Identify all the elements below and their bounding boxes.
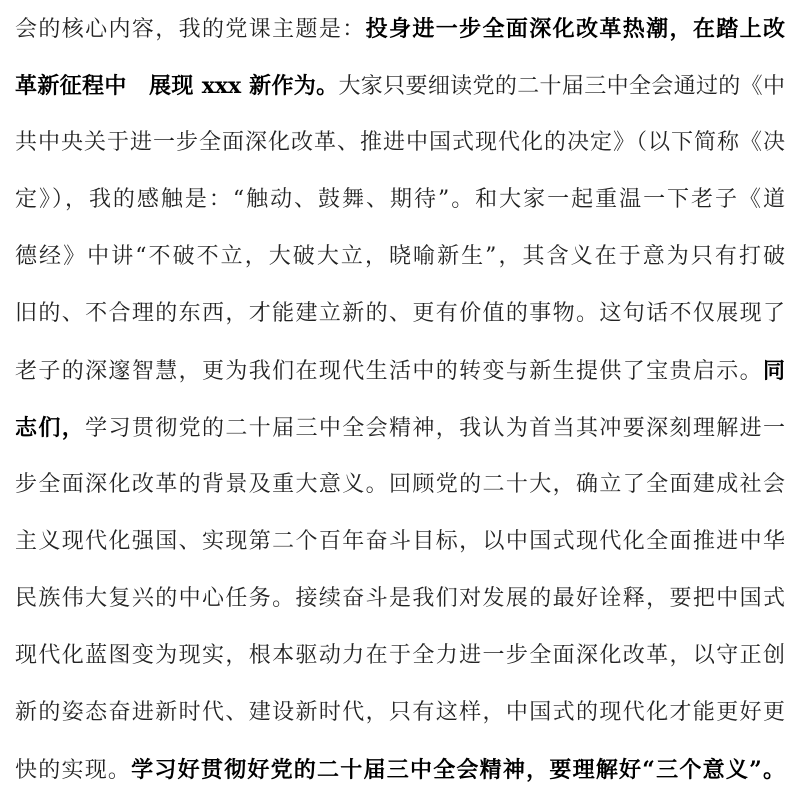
bold-text: 同 (762, 358, 785, 384)
bold-text: 志们， (15, 415, 86, 441)
text-line (15, 517, 785, 574)
body-text: 主义现代化强国、实现第二个百年奋斗目标，以中国式现代化全面推进中华 (15, 529, 785, 554)
text-line (15, 745, 785, 802)
document-body (15, 4, 785, 802)
body-text: 快的实现。 (15, 758, 132, 783)
text-line (15, 403, 785, 460)
body-text: 老子的深邃智慧，更为我们在现代生活中的转变与新生提供了宝贵启示。 (15, 359, 763, 384)
body-text: 旧的、不合理的东西，才能建立新的、更有价值的事物。这句话不仅展现了 (15, 301, 785, 326)
text-line (15, 118, 785, 175)
body-text: 学习贯彻党的二十届三中全会精神，我认为首当其冲要深刻理解进一 (85, 416, 785, 441)
body-text: 现代化蓝图变为现实，根本驱动力在于全力进一步全面深化改革，以守正创 (15, 643, 785, 668)
bold-text: 投身进一步全面深化改革热潮，在踏上改 (365, 16, 785, 42)
body-text: 共中央关于进一步全面深化改革、推进中国式现代化的决定》（以下简称《决 (15, 130, 785, 155)
text-line (15, 688, 785, 745)
body-text: 新的姿态奋进新时代、建设新时代，只有这样，中国式的现代化才能更好更 (15, 700, 785, 725)
text-line (15, 175, 785, 232)
bold-text: 革新征程中 展现 xxx 新作为。 (15, 73, 339, 99)
text-line (15, 289, 785, 346)
body-text: 德经》中讲“不破不立，大破大立，晓喻新生”，其含义在于意为只有打破 (15, 244, 785, 269)
bold-text: 学习好贯彻好党的二十届三中全会精神，要理解好“三个意义”。 (131, 757, 785, 783)
text-line (15, 460, 785, 517)
body-text: 民族伟大复兴的中心任务。接续奋斗是我们对发展的最好诠释，要把中国式 (15, 586, 785, 611)
text-line (15, 61, 785, 118)
text-line (15, 574, 785, 631)
body-text: 会的核心内容，我的党课主题是： (15, 17, 366, 42)
body-text: 定》），我的感触是：“触动、鼓舞、期待”。和大家一起重温一下老子《道 (15, 187, 785, 212)
body-text: 步全面深化改革的背景及重大意义。回顾党的二十大，确立了全面建成社会 (15, 472, 785, 497)
text-line (15, 346, 785, 403)
text-line (15, 232, 785, 289)
body-text: 大家只要细读党的二十届三中全会通过的《中 (338, 74, 785, 99)
text-line (15, 631, 785, 688)
text-line (15, 4, 785, 61)
